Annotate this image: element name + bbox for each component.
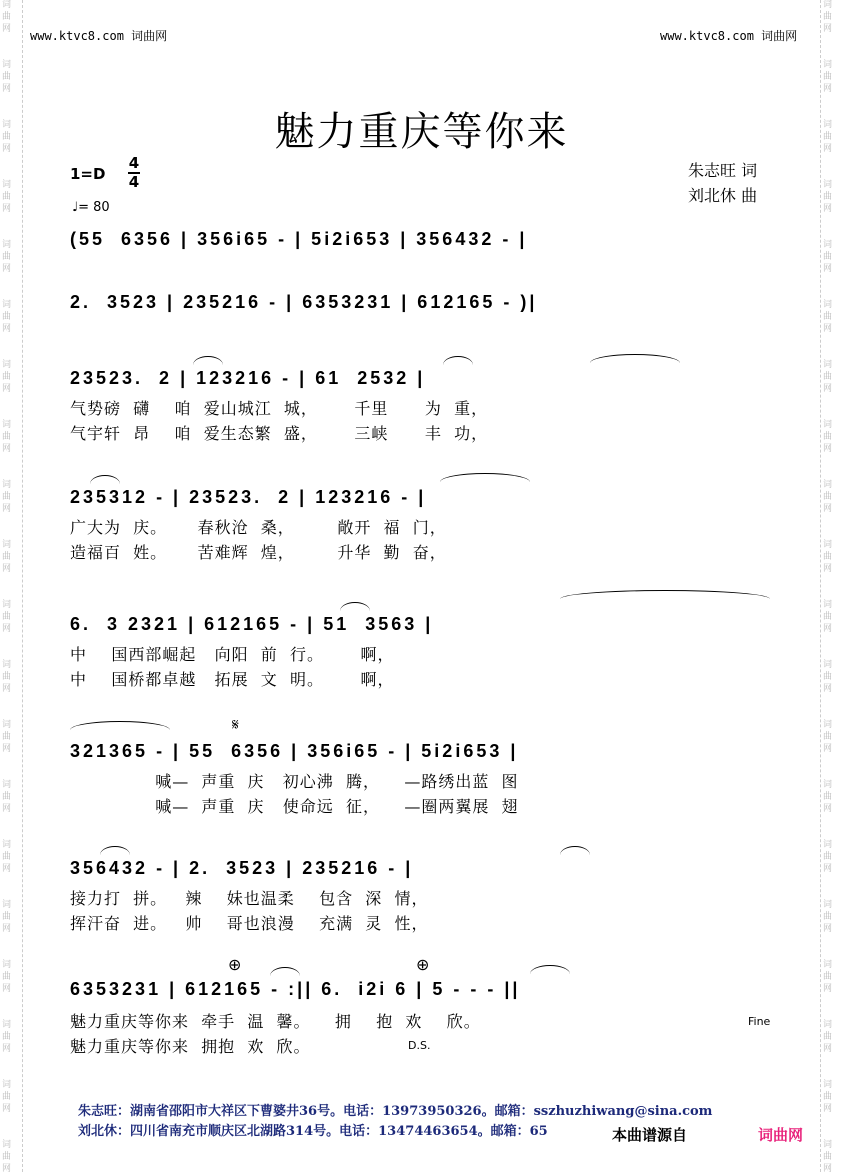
segno-sign: 𝄋 <box>232 715 239 734</box>
watermark-glyph: 词 <box>2 540 12 550</box>
watermark-glyph: 词 <box>2 480 12 490</box>
lyrics-verse-1: 喊— 声重 庆 初心沸 腾， —路绣出蓝 图 <box>70 772 519 791</box>
watermark-glyph: 词 <box>823 660 833 670</box>
watermark-glyph: 词 <box>2 840 12 850</box>
watermark-glyph: 网 <box>823 324 833 334</box>
watermark-glyph: 曲 <box>2 312 12 322</box>
slur <box>340 602 370 611</box>
watermark-glyph: 网 <box>2 804 12 814</box>
watermark-glyph: 词 <box>823 0 833 10</box>
watermark-glyph: 网 <box>823 804 833 814</box>
watermark-glyph: 网 <box>823 624 833 634</box>
site-header-right[interactable]: www.ktvc8.com 词曲网 <box>660 29 798 43</box>
watermark-glyph: 网 <box>2 924 12 934</box>
slur <box>270 967 300 976</box>
watermark-glyph: 网 <box>823 984 833 994</box>
watermark-glyph: 曲 <box>823 672 833 682</box>
watermark-glyph: 曲 <box>2 1032 12 1042</box>
watermark-glyph: 词 <box>823 780 833 790</box>
watermark-glyph: 曲 <box>2 432 12 442</box>
composer-credit: 刘北休 曲 <box>688 186 758 205</box>
lyrics-verse-1: 中 国西部崛起 向阳 前 行。 啊， <box>70 645 395 664</box>
watermark-glyph: 词 <box>2 300 12 310</box>
watermark-glyph: 网 <box>2 1104 12 1114</box>
watermark-glyph: 词 <box>2 720 12 730</box>
watermark-glyph: 曲 <box>823 1092 833 1102</box>
lyrics-verse-2: 魅力重庆等你来 拥抱 欢 欣。 <box>70 1037 311 1056</box>
site-logo[interactable]: 词曲网 <box>758 1126 804 1144</box>
watermark-glyph: 网 <box>823 144 833 154</box>
watermark-glyph: 词 <box>823 600 833 610</box>
watermark-glyph: 网 <box>2 144 12 154</box>
notes-line: 23523. 2 | 123216 - | 61 2532 | <box>70 368 426 388</box>
watermark-glyph: 曲 <box>2 372 12 382</box>
lyrics-verse-1: 广大为 庆。 春秋沧 桑， 敞开 福 门， <box>70 518 447 537</box>
watermark-glyph: 曲 <box>823 852 833 862</box>
slur <box>70 721 170 730</box>
watermark-glyph: 词 <box>2 1020 12 1030</box>
watermark-glyph: 词 <box>2 600 12 610</box>
coda-sign: ⊕ <box>416 955 430 974</box>
watermark-glyph: 曲 <box>823 1032 833 1042</box>
watermark-glyph: 词 <box>2 120 12 130</box>
time-signature <box>128 155 140 191</box>
watermark-glyph: 网 <box>2 444 12 454</box>
watermark-glyph: 曲 <box>823 732 833 742</box>
watermark-glyph: 网 <box>2 744 12 754</box>
watermark-glyph: 词 <box>2 60 12 70</box>
watermark-glyph: 词 <box>2 360 12 370</box>
watermark-glyph: 词 <box>823 900 833 910</box>
watermark-glyph: 曲 <box>823 432 833 442</box>
watermark-glyph: 曲 <box>2 72 12 82</box>
watermark-glyph: 词 <box>823 180 833 190</box>
notes-line: (55 6356 | 356i65 - | 5i2i653 | 356432 - | <box>70 229 528 249</box>
lyrics-verse-2: 挥汗奋 进。 帅 哥也浪漫 充满 灵 性， <box>70 914 429 933</box>
slur <box>100 846 130 855</box>
slur <box>590 354 680 363</box>
footer-line-lyricist: 朱志旺：湖南省邵阳市大祥区下曹婆井36号。电话：13973950326。邮箱：sszhuzhiwang@sina.com <box>78 1104 713 1119</box>
watermark-glyph: 网 <box>2 1044 12 1054</box>
watermark-glyph: 曲 <box>2 852 12 862</box>
watermark-glyph: 词 <box>823 1080 833 1090</box>
key-signature: 1=D <box>70 165 106 183</box>
watermark-glyph: 词 <box>823 120 833 130</box>
watermark-glyph: 曲 <box>2 12 12 22</box>
watermark-glyph: 网 <box>2 624 12 634</box>
source-note: 本曲谱源自 <box>608 1124 691 1145</box>
watermark-glyph: 网 <box>2 984 12 994</box>
left-watermark-strip <box>0 0 22 1172</box>
fine-marking: Fine <box>748 1015 771 1028</box>
time-top: 4 <box>128 154 140 172</box>
right-watermark-strip <box>821 0 843 1172</box>
watermark-glyph: 曲 <box>2 672 12 682</box>
watermark-glyph: 曲 <box>2 132 12 142</box>
watermark-glyph: 词 <box>2 0 12 10</box>
watermark-glyph: 曲 <box>2 552 12 562</box>
watermark-glyph: 曲 <box>823 252 833 262</box>
watermark-glyph: 词 <box>823 420 833 430</box>
lyrics-verse-1: 魅力重庆等你来 牵手 温 馨。 拥 抱 欢 欣。 <box>70 1012 481 1031</box>
watermark-glyph: 网 <box>823 204 833 214</box>
watermark-glyph: 网 <box>2 324 12 334</box>
watermark-glyph: 词 <box>823 840 833 850</box>
notes-line: 321365 - | 55 6356 | 356i65 - | 5i2i653 | <box>70 741 519 761</box>
watermark-glyph: 曲 <box>2 792 12 802</box>
watermark-glyph: 曲 <box>823 612 833 622</box>
notes-line: 6. 3 2321 | 612165 - | 51 3563 | <box>70 614 434 634</box>
watermark-glyph: 词 <box>2 660 12 670</box>
watermark-glyph: 网 <box>2 564 12 574</box>
notes-line: 2. 3523 | 235216 - | 6353231 | 612165 - )| <box>70 292 538 312</box>
watermark-glyph: 曲 <box>2 1152 12 1162</box>
watermark-glyph: 网 <box>823 1044 833 1054</box>
notes-line: 6353231 | 612165 - :|| 6. i2i 6 | 5 - - - || <box>70 979 521 999</box>
watermark-glyph: 曲 <box>2 972 12 982</box>
slur <box>440 473 530 482</box>
notes-line: 235312 - | 23523. 2 | 123216 - | <box>70 487 427 507</box>
watermark-glyph: 词 <box>823 240 833 250</box>
lyrics-verse-2: 喊— 声重 庆 使命远 征， —圈两翼展 翅 <box>70 797 519 816</box>
watermark-glyph: 网 <box>2 204 12 214</box>
watermark-glyph: 曲 <box>823 192 833 202</box>
watermark-glyph: 曲 <box>823 912 833 922</box>
watermark-glyph: 曲 <box>2 192 12 202</box>
lyricist-credit: 朱志旺 词 <box>688 161 758 180</box>
slur <box>443 356 473 365</box>
slur <box>560 846 590 855</box>
watermark-glyph: 网 <box>2 1164 12 1174</box>
time-bottom: 4 <box>128 173 140 191</box>
watermark-glyph: 网 <box>823 264 833 274</box>
watermark-glyph: 词 <box>2 1140 12 1150</box>
watermark-glyph: 网 <box>2 24 12 34</box>
watermark-glyph: 曲 <box>2 1092 12 1102</box>
watermark-glyph: 网 <box>823 564 833 574</box>
watermark-glyph: 网 <box>823 504 833 514</box>
lyrics-verse-2: 气宇轩 昂 咱 爱生态繁 盛， 三峡 丰 功， <box>70 424 489 443</box>
watermark-glyph: 曲 <box>823 972 833 982</box>
watermark-glyph: 词 <box>823 360 833 370</box>
watermark-glyph: 词 <box>2 1080 12 1090</box>
watermark-glyph: 词 <box>823 720 833 730</box>
watermark-glyph: 网 <box>2 504 12 514</box>
watermark-glyph: 词 <box>2 900 12 910</box>
site-header-left[interactable]: www.ktvc8.com 词曲网 <box>30 29 168 43</box>
watermark-glyph: 曲 <box>823 1152 833 1162</box>
watermark-glyph: 词 <box>823 60 833 70</box>
watermark-glyph: 网 <box>2 684 12 694</box>
watermark-glyph: 曲 <box>823 132 833 142</box>
watermark-glyph: 词 <box>2 780 12 790</box>
slur <box>193 356 223 365</box>
lyrics-verse-1: 气势磅 礴 咱 爱山城江 城， 千里 为 重， <box>70 399 489 418</box>
watermark-glyph: 曲 <box>823 492 833 502</box>
slur <box>90 475 120 484</box>
left-guide-line <box>22 0 23 1172</box>
watermark-glyph: 曲 <box>823 552 833 562</box>
watermark-glyph: 曲 <box>823 72 833 82</box>
watermark-glyph: 词 <box>823 960 833 970</box>
watermark-glyph: 曲 <box>823 312 833 322</box>
lyrics-verse-2: 造福百 姓。 苦难辉 煌， 升华 勤 奋， <box>70 543 447 562</box>
watermark-glyph: 词 <box>823 1020 833 1030</box>
slur <box>530 965 570 974</box>
coda-sign: ⊕ <box>228 955 242 974</box>
watermark-glyph: 网 <box>823 744 833 754</box>
song-title: 魅力重庆等你来 <box>274 109 569 155</box>
watermark-glyph: 曲 <box>2 492 12 502</box>
watermark-glyph: 网 <box>2 264 12 274</box>
watermark-glyph: 网 <box>823 924 833 934</box>
watermark-glyph: 网 <box>823 1104 833 1114</box>
watermark-glyph: 词 <box>823 300 833 310</box>
watermark-glyph: 网 <box>2 384 12 394</box>
watermark-glyph: 词 <box>823 540 833 550</box>
watermark-glyph: 网 <box>823 1164 833 1174</box>
watermark-glyph: 网 <box>823 444 833 454</box>
watermark-glyph: 网 <box>823 24 833 34</box>
slur <box>560 590 770 599</box>
watermark-glyph: 曲 <box>2 612 12 622</box>
watermark-glyph: 曲 <box>2 252 12 262</box>
lyrics-verse-1: 接力打 拼。 辣 妹也温柔 包含 深 情， <box>70 889 429 908</box>
watermark-glyph: 曲 <box>823 12 833 22</box>
watermark-glyph: 词 <box>2 960 12 970</box>
watermark-glyph: 曲 <box>2 912 12 922</box>
watermark-glyph: 网 <box>823 384 833 394</box>
lyrics-verse-2: 中 国桥都卓越 拓展 文 明。 啊， <box>70 670 395 689</box>
watermark-glyph: 曲 <box>2 732 12 742</box>
watermark-glyph: 曲 <box>823 792 833 802</box>
watermark-glyph: 网 <box>823 684 833 694</box>
watermark-glyph: 词 <box>2 420 12 430</box>
tempo-marking: ♩= 80 <box>72 200 110 215</box>
notes-line: 356432 - | 2. 3523 | 235216 - | <box>70 858 414 878</box>
watermark-glyph: 网 <box>2 84 12 94</box>
watermark-glyph: 词 <box>823 480 833 490</box>
watermark-glyph: 词 <box>2 240 12 250</box>
watermark-glyph: 词 <box>2 180 12 190</box>
ds-marking: D.S. <box>408 1039 431 1052</box>
watermark-glyph: 词 <box>823 1140 833 1150</box>
watermark-glyph: 网 <box>823 864 833 874</box>
watermark-glyph: 网 <box>2 864 12 874</box>
watermark-glyph: 网 <box>823 84 833 94</box>
watermark-glyph: 曲 <box>823 372 833 382</box>
footer-line-composer: 刘北休：四川省南充市顺庆区北湖路314号。电话：13474463654。邮箱：65 <box>78 1124 548 1139</box>
